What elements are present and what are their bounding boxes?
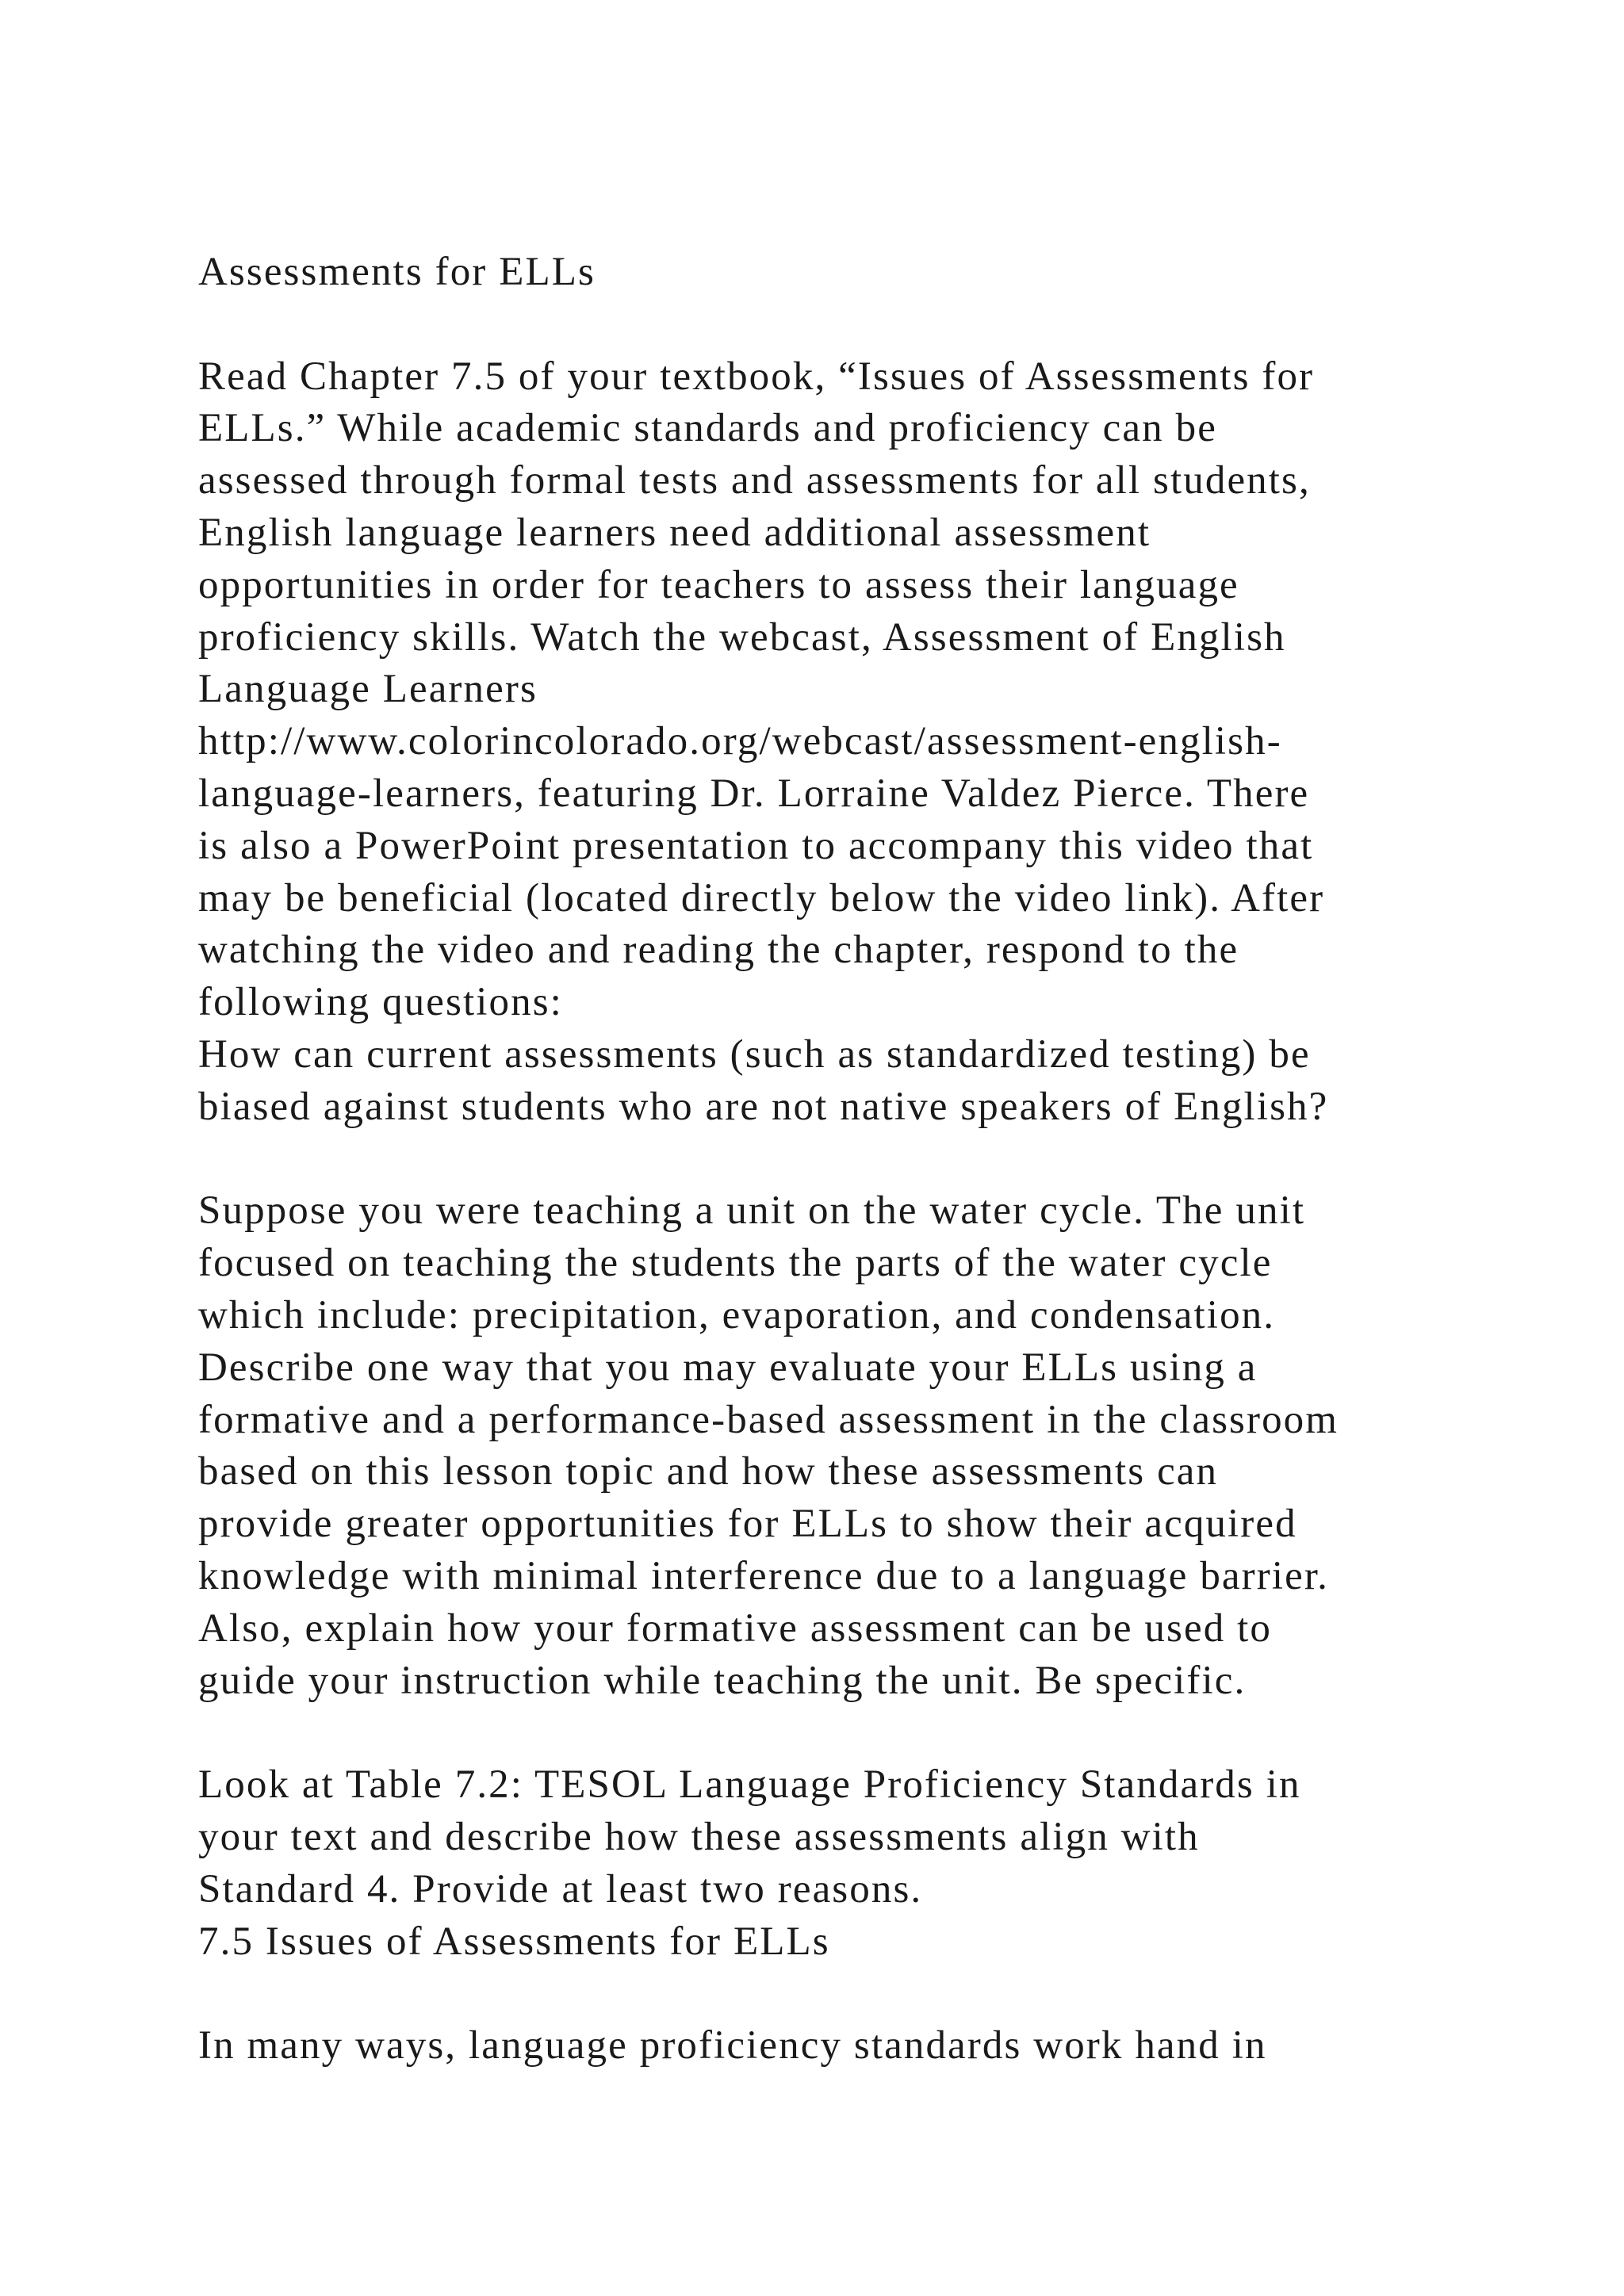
question-2-line: which include: precipitation, evaporation, and condensation. bbox=[198, 1292, 1276, 1337]
webcast-url: http://www.colorincolorado.org/webcast/assessment-english- bbox=[198, 719, 1282, 764]
body-line: watching the video and reading the chapter, respond to the bbox=[198, 928, 1239, 973]
question-2-line: based on this lesson topic and how these assessments can bbox=[198, 1449, 1219, 1494]
question-2-line: knowledge with minimal interference due to a language barrier. bbox=[198, 1553, 1329, 1598]
question-2-line: Suppose you were teaching a unit on the water cycle. The unit bbox=[198, 1188, 1306, 1234]
document-body bbox=[198, 247, 1499, 2072]
question-1-line: biased against students who are not native speakers of English? bbox=[198, 1084, 1329, 1129]
question-3-line: your text and describe how these assessments align with bbox=[198, 1814, 1200, 1859]
question-2-line: focused on teaching the students the parts of the water cycle bbox=[198, 1241, 1273, 1286]
body-line: language-learners, featuring Dr. Lorraine Valdez Pierce. There bbox=[198, 771, 1310, 816]
question-3-line: Look at Table 7.2: TESOL Language Proficiency Standards in bbox=[198, 1762, 1301, 1808]
question-2-line: provide greater opportunities for ELLs to show their acquired bbox=[198, 1502, 1297, 1547]
body-line: is also a PowerPoint presentation to accompany this video that bbox=[198, 823, 1314, 868]
question-2-line: formative and a performance-based assessment in the classroom bbox=[198, 1397, 1339, 1442]
question-2-line: guide your instruction while teaching the unit. Be specific. bbox=[198, 1658, 1247, 1703]
blank-line bbox=[198, 1707, 1499, 1759]
body-line: following questions: bbox=[198, 980, 563, 1025]
question-1-line: How can current assessments (such as standardized testing) be bbox=[198, 1031, 1311, 1077]
blank-line bbox=[198, 299, 1499, 351]
question-3-line: Standard 4. Provide at least two reasons. bbox=[198, 1866, 923, 1911]
body-line: proficiency skills. Watch the webcast, Assessment of English bbox=[198, 614, 1286, 660]
document-title: Assessments for ELLs bbox=[198, 250, 596, 294]
body-line: English language learners need additional assessment bbox=[198, 510, 1151, 555]
body-line: assessed through formal tests and assessments for all students, bbox=[198, 458, 1311, 503]
question-2-line: Also, explain how your formative assessment can be used to bbox=[198, 1605, 1273, 1651]
body-line: Read Chapter 7.5 of your textbook, “Issues of Assessments for bbox=[198, 354, 1315, 399]
body-line: ELLs.” While academic standards and proficiency can be bbox=[198, 406, 1217, 451]
body-line: may be beneficial (located directly below the video link). After bbox=[198, 875, 1325, 920]
blank-line bbox=[198, 1968, 1499, 2020]
question-2-line: Describe one way that you may evaluate your ELLs using a bbox=[198, 1345, 1258, 1390]
body-line: In many ways, language proficiency standards work hand in bbox=[198, 2023, 1267, 2068]
section-heading: 7.5 Issues of Assessments for ELLs bbox=[198, 1919, 830, 1964]
body-line: opportunities in order for teachers to assess their language bbox=[198, 562, 1239, 607]
blank-line bbox=[198, 1134, 1499, 1186]
body-line: Language Learners bbox=[198, 667, 538, 712]
